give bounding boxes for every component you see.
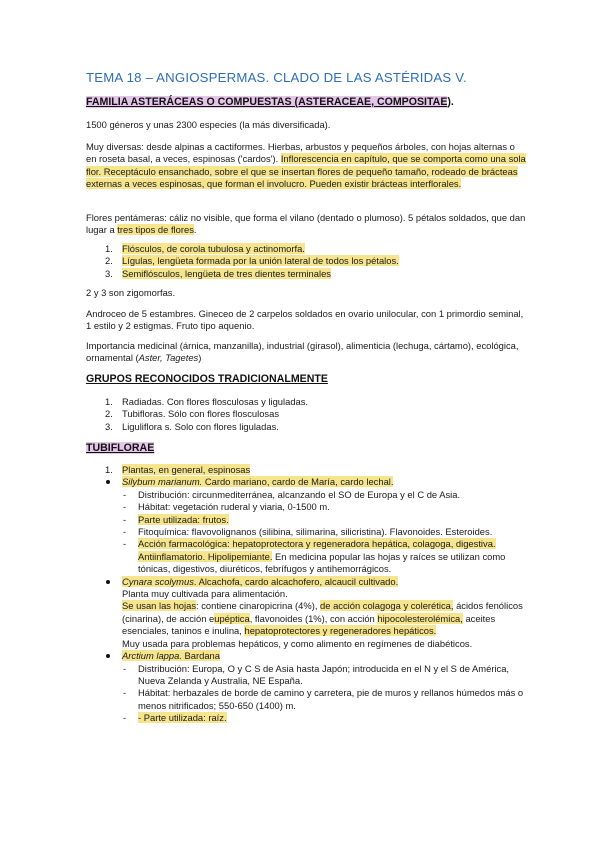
list-number: 1. — [105, 396, 113, 407]
cynara-usage: Muy usada para problemas hepáticos, y como alimento en regímenes de diabéticos. — [122, 637, 473, 649]
dash-marker: - — [123, 501, 127, 513]
dash-marker: - — [123, 662, 127, 674]
description-text: Muy diversas: desde alpinas a cactiformes. Hierbas, arbustos y pequeños árboles, con hojas alternas o en roseta basal, a veces, espinosas ('cardos'). — [86, 141, 515, 165]
list-number: 1. — [105, 464, 113, 475]
cynara-entry — [86, 576, 536, 588]
sub-item-text: Hábitat: herbazales de borde de camino y carretera, pie de muros y rellanos húmedos más o menos nitrificados; 550-650 (1400) m. — [138, 687, 524, 711]
list-item — [86, 464, 536, 476]
arctium-distribution — [86, 663, 536, 688]
importance-genera: Aster, Tagetes — [138, 352, 199, 364]
list-number: 1. — [105, 243, 113, 254]
bullet-icon — [106, 654, 110, 658]
common-names: Bardana — [181, 650, 220, 662]
uses-text: aceites esenciales, taninos e inulina, — [122, 612, 496, 637]
common-names: . Alcachofa, cardo alcachofero, alcaucil cultivado. — [193, 575, 399, 587]
dash-marker: - — [123, 488, 127, 500]
list-number: 2. — [105, 408, 113, 420]
sub-item-text: Distribución: Europa, O y C S de Asia hasta Japón; introducida en el N y el S de América, Nueva Zelanda y Australia, NE España. — [138, 662, 510, 686]
list-item-text: Semiflósculos, lengüeta de tres dientes terminales — [122, 267, 331, 279]
list-item — [86, 243, 526, 255]
list-item — [86, 408, 526, 420]
arctium-entry — [86, 650, 536, 662]
groups-list — [86, 396, 526, 433]
species-name: Silybum marianum. — [122, 476, 203, 488]
uses-highlight: Se usan las hojas — [122, 600, 197, 612]
paragraph-flowers — [86, 212, 526, 237]
dash-marker: - — [123, 526, 127, 538]
list-item-text: Radiadas. Con flores flosculosas y liguladas. — [122, 396, 309, 407]
inflorescence-highlight: Inflorescencia en capítulo, que se comporta como una sola flor. Receptáculo ensanchado, sobre el que se insertan flores de pequeño tamaño, rodeado de brácteas externas a veces espinosas, que forman el involucro. Pueden existir brácteas interflorales. — [86, 153, 526, 190]
arctium-part — [86, 712, 536, 724]
groups-heading-text: GRUPOS RECONOCIDOS TRADICIONALMENTE — [86, 373, 328, 385]
list-item-text: Lígulas, lengüeta formada por la unión lateral de todos los pétalos. — [122, 255, 399, 267]
cynara-uses — [86, 600, 536, 637]
tubiflorae-heading-text: TUBIFLORAE — [86, 442, 155, 454]
dash-marker: - — [123, 687, 127, 699]
list-number: 3. — [105, 267, 113, 279]
importance-text: Importancia medicinal (árnica, manzanilla), industrial (girasol), alimenticia (lechuga, cártamo), ecológica, ornamental ( — [86, 340, 519, 364]
list-item-text: Liguliflora s. Solo con flores liguladas. — [122, 420, 279, 432]
dash-marker: - — [123, 538, 127, 550]
uses-highlight: hepatoprotectores y regeneradores hepáticos. — [244, 625, 437, 637]
silybum-distribution — [86, 489, 536, 501]
flower-types-list — [86, 243, 526, 280]
list-item — [86, 268, 526, 280]
sub-item-text: Hábitat: vegetación ruderal y viaria, 0-1500 m. — [138, 501, 330, 513]
list-number: 2. — [105, 255, 113, 267]
silybum-entry — [86, 476, 536, 488]
family-heading — [86, 96, 454, 109]
paragraph-zygomorphic: 2 y 3 son zigomorfas. — [86, 287, 176, 298]
uses-text: , flavonoides (1%), con acción — [249, 612, 378, 624]
paragraph-species-count: 1500 géneros y unas 2300 especies (la más diversificada). — [86, 119, 331, 130]
sub-item-text: Distribución: circunmediterránea, alcanzando el SO de Europa y el C de Asia. — [138, 488, 461, 500]
silybum-pharmacology — [86, 538, 536, 575]
sub-item-text: En medicina popular las hojas y raíces se utilizan como tónicas, digestivos, diuréticos, febrífugos y antihemorrágicos. — [138, 550, 506, 575]
list-item-text: Tubifloras. Sólo con flores flosculosas — [122, 408, 280, 420]
list-number: 3. — [105, 420, 113, 432]
flower-types-highlight: tres tipos de flores — [117, 224, 194, 236]
bullet-icon — [106, 480, 110, 484]
common-names: Cardo mariano, cardo de María, cardo lechal. — [202, 476, 394, 488]
family-heading-text: FAMILIA ASTERÁCEAS O COMPUESTAS (ASTERACEAE, COMPOSITAE — [86, 96, 448, 108]
uses-text: : contiene cinaropicrina (4%), — [196, 600, 321, 612]
cynara-cultivation: Planta muy cultivada para alimentación. — [122, 588, 288, 600]
paragraph-description — [86, 141, 526, 191]
species-name: Arctium lappa. — [122, 650, 182, 662]
dash-marker: - — [123, 712, 127, 724]
uses-highlight: hipocolesterolémica, — [377, 612, 463, 624]
tubiflorae-section — [86, 464, 536, 725]
silybum-habitat — [86, 501, 536, 513]
flowers-text: Flores pentámeras: cáliz no visible, que forma el vilano (dentado o plumoso). 5 pétalos soldados, que dan lugar a — [86, 212, 526, 236]
paragraph-importance — [86, 340, 526, 365]
list-item-text: Flósculos, de corola tubulosa y actinomorfa. — [122, 243, 305, 254]
uses-text: ácidos fenólicos (cinarina), de acción e — [122, 600, 523, 624]
bullet-icon — [106, 580, 110, 584]
sub-item-text: Fitoquímica: flavovolignanos (silibina, silimarina, silicristina). Flavonoides. Esteroides. — [138, 526, 493, 538]
pharmacology-highlight: Acción farmacológica: hepatoprotectora y regeneradora hepática, colagoga, digestiva. Antiinflamatorio. Hipolipemiante. — [138, 538, 496, 562]
page-title: TEMA 18 – ANGIOSPERMAS. CLADO DE LAS ASTÉRIDAS V. — [86, 70, 467, 85]
sub-item-text: Parte utilizada: frutos. — [138, 513, 229, 525]
silybum-part — [86, 514, 536, 526]
tubiflorae-heading — [86, 442, 154, 455]
family-heading-suffix: ). — [447, 96, 454, 108]
flowers-period: . — [193, 224, 197, 236]
silybum-phytochemistry — [86, 526, 536, 538]
species-name: Cynara scolymus — [122, 575, 194, 587]
arctium-habitat — [86, 687, 536, 712]
list-item — [86, 421, 526, 433]
importance-close: ) — [198, 352, 202, 364]
list-item-text: Plantas, en general, espinosas — [122, 464, 251, 475]
list-item — [86, 396, 526, 408]
dash-marker: - — [123, 513, 127, 525]
paragraph-androecium: Androceo de 5 estambres. Gineceo de 2 carpelos soldados en ovario unilocular, con 1 primordio seminal, 1 estilo y 2 estigmas. Fruto tipo aquenio. — [86, 308, 524, 332]
uses-highlight: upéptica — [214, 612, 250, 624]
uses-highlight: de acción colagoga y colerética, — [320, 600, 454, 612]
groups-heading — [86, 373, 328, 386]
list-item — [86, 255, 526, 267]
sub-item-text: - Parte utilizada: raíz. — [138, 712, 227, 724]
